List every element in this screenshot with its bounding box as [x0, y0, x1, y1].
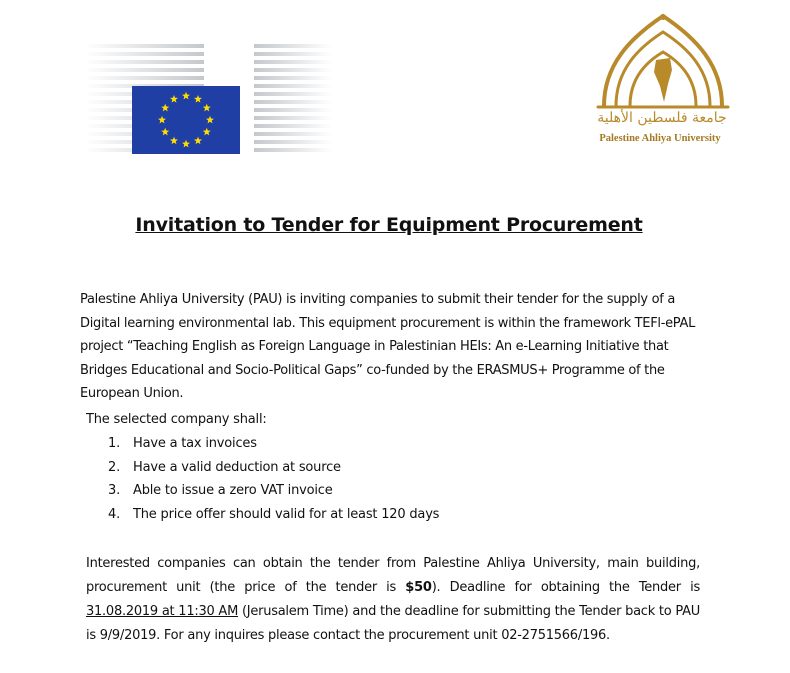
list-item [108, 481, 439, 505]
pau-latin-name: Palestine Ahliya University [599, 133, 721, 144]
list-item-text: Able to issue a zero VAT invoice [133, 483, 333, 498]
list-item-number: 2. [108, 459, 121, 475]
eu-commission-logo [84, 42, 334, 162]
instructions-text-1: Interested companies can obtain the tender from Palestine Ahliya University, main building, procurement unit (the price of the tender is [86, 556, 700, 595]
list-item-number: 3. [108, 483, 121, 498]
pau-dome-icon [590, 10, 736, 110]
list-item [108, 458, 439, 482]
eu-flag-icon [84, 42, 334, 162]
list-item-number: 4. [108, 506, 121, 522]
list-item-number: 1. [108, 436, 121, 451]
instructions-text-3: (Jerusalem Time) and the deadline for submitting the Tender back to PAU is 9/9/2019. For any inquires please contact the procurement unit 02-2751566/196. [86, 604, 701, 643]
requirements-intro: The selected company shall: [86, 412, 267, 427]
requirements-list [108, 434, 439, 528]
page-title: Invitation to Tender for Equipment Procurement [135, 214, 643, 236]
instructions-paragraph [86, 552, 700, 648]
deadline-date: 31.08.2019 at 11:30 AM [86, 604, 239, 619]
pau-logo [590, 10, 736, 150]
list-item-text: Have a valid deduction at source [133, 459, 341, 475]
pau-arabic-name: جامعة فلسطين الأهلية [597, 110, 727, 126]
instructions-text-2: ). Deadline for obtaining the Tender is [431, 580, 700, 595]
tender-price: $50 [405, 580, 432, 595]
list-item [108, 434, 439, 458]
list-item [108, 505, 439, 529]
intro-paragraph: Palestine Ahliya University (PAU) is inviting companies to submit their tender for the supply of a Digital learning environmental lab. This equipment procurement is within the framework TEFl-ePAL project “Teaching English as Foreign Language in Palestinian HEIs: An e-Learning Initiative that Bridges Educational and Socio-Political Gaps” co-funded by the ERASMUS+ Programme of the European Union. [80, 292, 696, 401]
list-item-text: Have a tax invoices [133, 436, 257, 451]
list-item-text: The price offer should valid for at least 120 days [133, 506, 440, 522]
